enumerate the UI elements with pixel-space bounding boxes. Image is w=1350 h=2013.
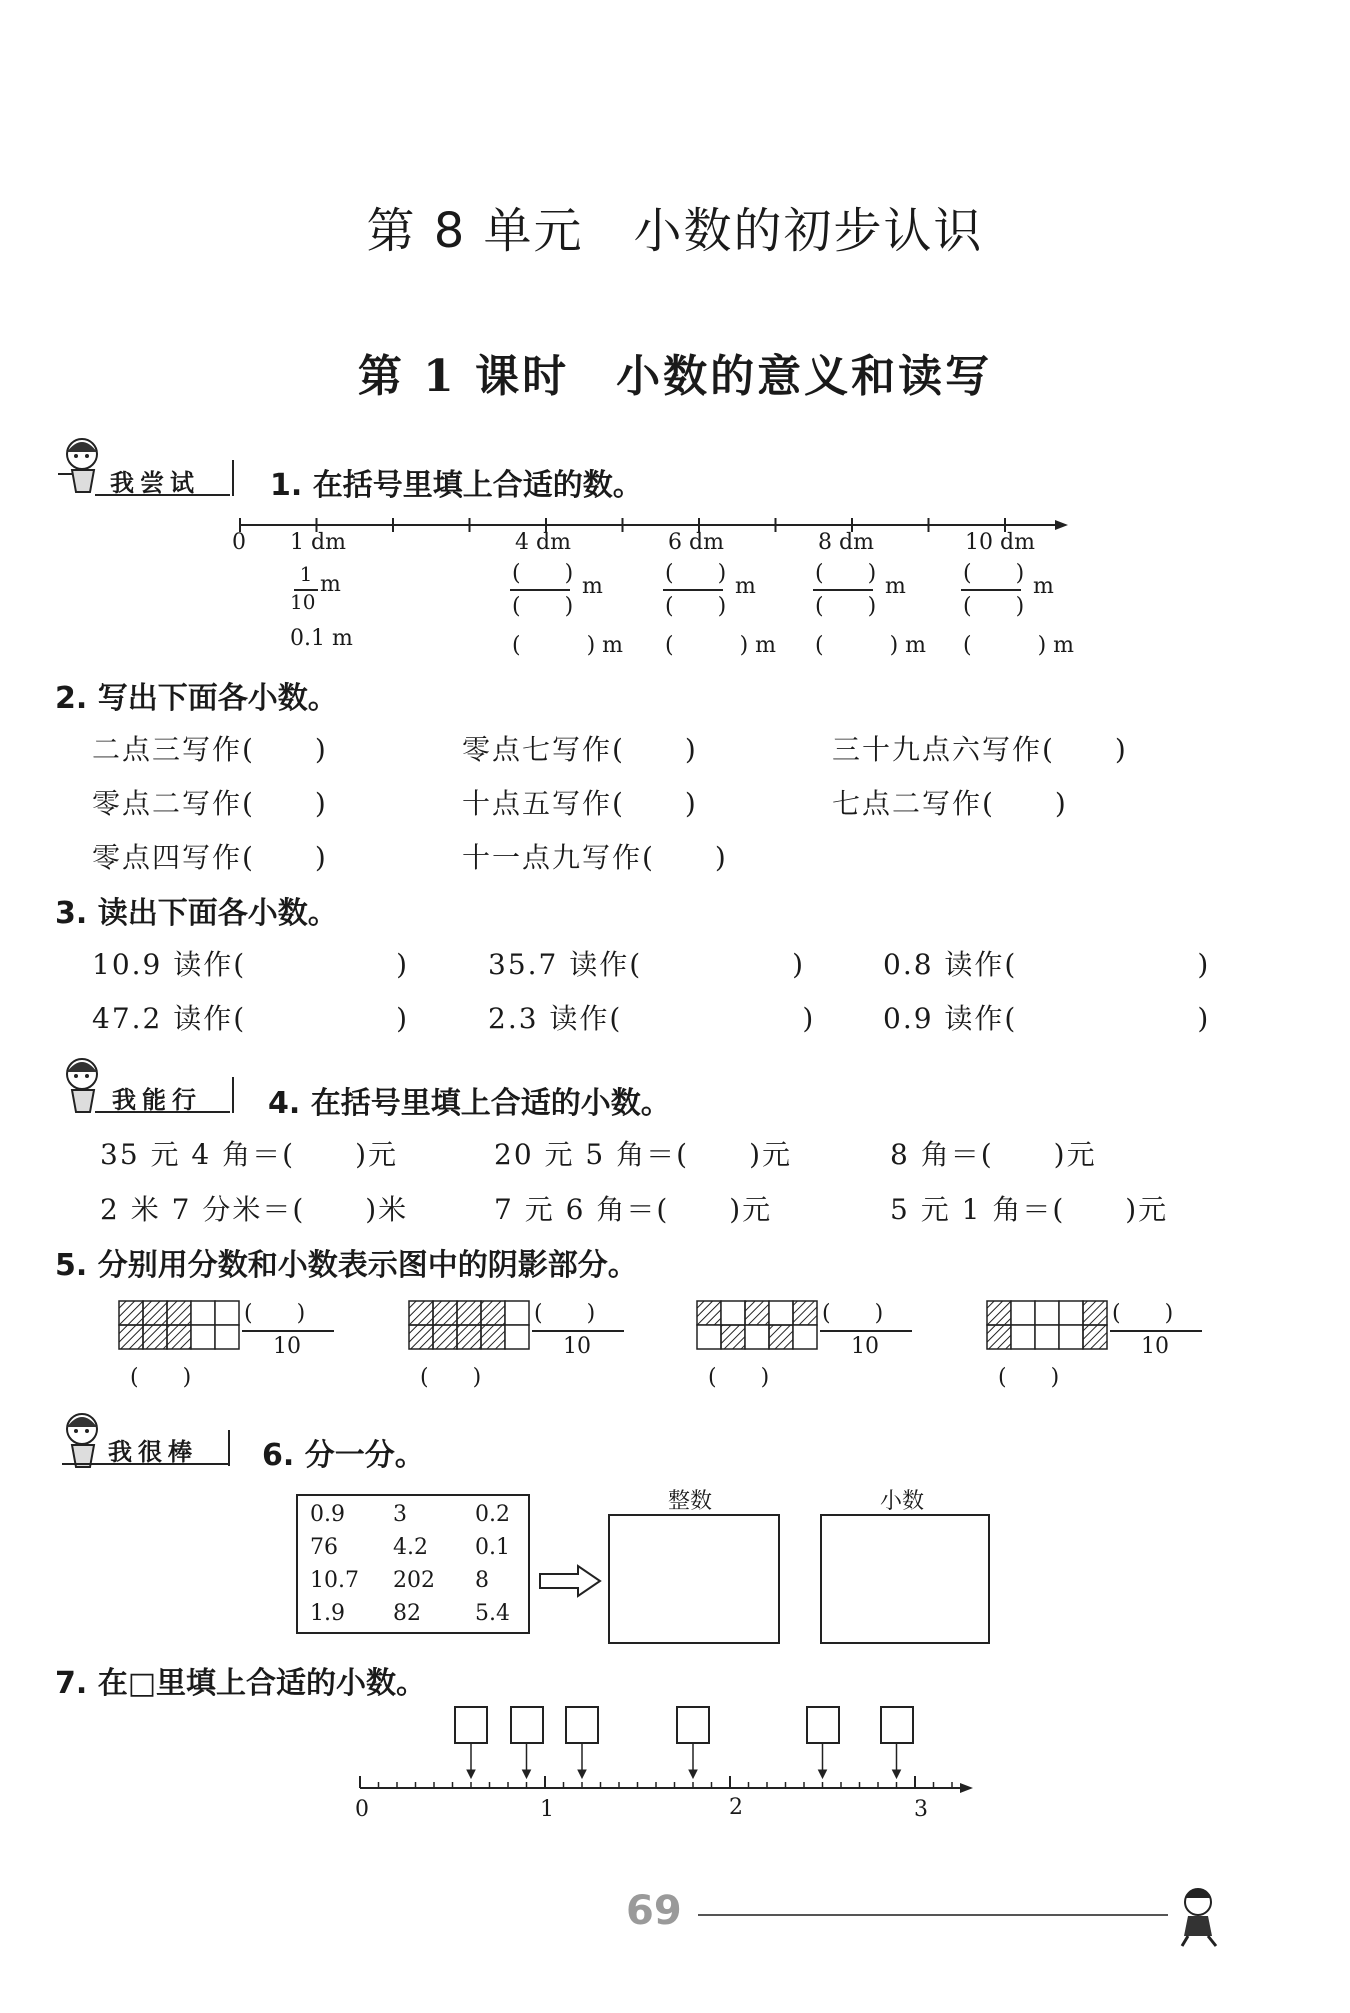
pool-number: 8	[475, 1568, 489, 1593]
grid-cell-shaded	[697, 1301, 721, 1325]
fraction-bar	[820, 1330, 912, 1332]
fraction-numerator-paren: ( )	[244, 1301, 306, 1326]
grid-cell	[505, 1325, 529, 1349]
integer-label: 整数	[668, 1489, 713, 1514]
q1-title: 1. 在括号里填上合适的数。	[270, 468, 643, 503]
grid-cell-shaded	[119, 1301, 143, 1325]
q5-title: 5. 分别用分数和小数表示图中的阴影部分。	[55, 1248, 638, 1283]
page-number: 69	[626, 1888, 682, 1934]
q2-title: 2. 写出下面各小数。	[55, 681, 338, 716]
fraction-denominator: 10	[1141, 1334, 1169, 1359]
pool-number: 0.1	[475, 1535, 510, 1560]
pool-number: 5.4	[475, 1601, 510, 1626]
pool-number: 82	[393, 1601, 421, 1626]
answer-numerator-paren: ( )	[815, 561, 877, 586]
pointer-arrowhead	[467, 1770, 475, 1778]
grid-cell	[1059, 1301, 1083, 1325]
grid-cell-shaded	[457, 1325, 481, 1349]
answer-denominator-paren: ( )	[815, 594, 877, 619]
unit-title: 第 8 单元 小数的初步认识	[366, 203, 984, 259]
q6-title: 6. 分一分。	[262, 1438, 425, 1473]
q1-tick-8dm: 8 dm	[818, 530, 874, 555]
lesson-title: 第 1 课时 小数的意义和读写	[357, 351, 993, 402]
pointer-arrowhead	[578, 1770, 586, 1778]
footer-rule	[698, 1914, 1168, 1916]
grid-cell-shaded	[119, 1325, 143, 1349]
q1-fraction-unit: m	[320, 572, 341, 597]
q2-item: 三十九点六写作( )	[832, 733, 1128, 766]
pool-number: 1.9	[310, 1601, 345, 1626]
grid-cell	[505, 1301, 529, 1325]
badge-underline	[62, 1463, 230, 1465]
pointer-arrowhead	[819, 1770, 827, 1778]
q2-item: 零点四写作( )	[92, 841, 328, 874]
shaded-grid	[408, 1300, 533, 1350]
grid-cell	[1011, 1301, 1035, 1325]
grid-cell-shaded	[987, 1301, 1011, 1325]
q4-item: 20 元 5 角＝( )元	[494, 1138, 792, 1171]
grid-cell-shaded	[769, 1325, 793, 1349]
grid-cell-shaded	[745, 1301, 769, 1325]
pool-number: 3	[393, 1502, 407, 1527]
answer-fraction-unit: m	[885, 574, 906, 599]
q2-item: 十点五写作( )	[462, 787, 698, 820]
q1-fraction-denominator: 10	[290, 590, 316, 614]
answer-fraction-unit: m	[735, 574, 756, 599]
grid-cell-shaded	[409, 1325, 433, 1349]
answer-box[interactable]	[565, 1706, 599, 1744]
badge-can: 我能行	[112, 1086, 202, 1114]
q1-tick-6dm: 6 dm	[668, 530, 724, 555]
pool-number: 0.9	[310, 1502, 345, 1527]
grid-cell	[191, 1301, 215, 1325]
pool-number: 4.2	[393, 1535, 428, 1560]
integer-box[interactable]	[608, 1514, 780, 1644]
grid-cell	[697, 1325, 721, 1349]
grid-cell-shaded	[167, 1325, 191, 1349]
fraction-denominator: 10	[563, 1334, 591, 1359]
q4-title: 4. 在括号里填上合适的小数。	[268, 1086, 671, 1121]
grid-cell	[721, 1301, 745, 1325]
answer-decimal-paren: ( ) m	[512, 633, 624, 658]
pointer-arrowhead	[893, 1770, 901, 1778]
decimal-paren: ( )	[130, 1365, 192, 1390]
q2-item: 零点二写作( )	[92, 787, 328, 820]
fraction-bar	[242, 1330, 334, 1332]
grid-cell	[215, 1301, 239, 1325]
decimal-paren: ( )	[708, 1365, 770, 1390]
q3-item: 0.8 读作( )	[883, 948, 1211, 981]
grid-cell	[1011, 1325, 1035, 1349]
answer-numerator-paren: ( )	[512, 561, 574, 586]
fraction-bar	[1110, 1330, 1202, 1332]
grid-cell-shaded	[409, 1301, 433, 1325]
pool-number: 0.2	[475, 1502, 510, 1527]
q1-decimal-first: 0.1 m	[290, 626, 353, 651]
shaded-grid	[696, 1300, 821, 1350]
q7-label-0: 0	[355, 1797, 369, 1822]
grid-cell-shaded	[1083, 1301, 1107, 1325]
q7-label-3: 3	[914, 1797, 928, 1822]
q4-item: 7 元 6 角＝( )元	[494, 1193, 773, 1226]
decimal-label: 小数	[880, 1489, 925, 1514]
badge-underline	[95, 1111, 230, 1113]
pool-number: 10.7	[310, 1568, 359, 1593]
decimal-paren: ( )	[998, 1365, 1060, 1390]
q3-title: 3. 读出下面各小数。	[55, 896, 338, 931]
answer-box[interactable]	[806, 1706, 840, 1744]
q1-number-line	[230, 510, 1070, 650]
q1-tick-4dm: 4 dm	[515, 530, 571, 555]
grid-cell-shaded	[481, 1301, 505, 1325]
grid-cell	[745, 1325, 769, 1349]
pool-number: 76	[310, 1535, 338, 1560]
fraction-numerator-paren: ( )	[534, 1301, 596, 1326]
q4-item: 8 角＝( )元	[890, 1138, 1097, 1171]
pool-number: 202	[393, 1568, 435, 1593]
badge-divider	[232, 460, 234, 496]
q4-item: 2 米 7 分米＝( )米	[100, 1193, 409, 1226]
q4-item: 5 元 1 角＝( )元	[890, 1193, 1169, 1226]
answer-fraction-unit: m	[1033, 574, 1054, 599]
grid-cell-shaded	[433, 1325, 457, 1349]
fraction-denominator: 10	[273, 1334, 301, 1359]
answer-box[interactable]	[676, 1706, 710, 1744]
decimal-paren: ( )	[420, 1365, 482, 1390]
answer-denominator-paren: ( )	[665, 594, 727, 619]
badge-great: 我很棒	[108, 1438, 198, 1466]
answer-decimal-paren: ( ) m	[963, 633, 1075, 658]
answer-decimal-paren: ( ) m	[815, 633, 927, 658]
badge-divider	[228, 1430, 230, 1466]
badge-try: 我尝试	[110, 469, 200, 497]
grid-cell-shaded	[433, 1301, 457, 1325]
grid-cell	[1059, 1325, 1083, 1349]
answer-denominator-paren: ( )	[963, 594, 1025, 619]
q1-fraction-numerator: 1	[299, 562, 313, 586]
q4-item: 35 元 4 角＝( )元	[100, 1138, 398, 1171]
fraction-bar	[532, 1330, 624, 1332]
grid-cell	[215, 1325, 239, 1349]
fraction-denominator: 10	[851, 1334, 879, 1359]
answer-denominator-paren: ( )	[512, 594, 574, 619]
q3-item: 2.3 读作( )	[488, 1002, 816, 1035]
q3-item: 47.2 读作( )	[92, 1002, 410, 1035]
right-arrow-icon	[538, 1563, 604, 1599]
q1-tick-1dm: 1 dm	[290, 530, 346, 555]
grid-cell-shaded	[143, 1325, 167, 1349]
answer-box[interactable]	[454, 1706, 488, 1744]
fraction-numerator-paren: ( )	[822, 1301, 884, 1326]
answer-box[interactable]	[880, 1706, 914, 1744]
q1-tick-10dm: 10 dm	[965, 530, 1035, 555]
grid-cell-shaded	[167, 1301, 191, 1325]
grid-cell	[1035, 1301, 1059, 1325]
grid-cell-shaded	[1083, 1325, 1107, 1349]
q2-item: 七点二写作( )	[832, 787, 1068, 820]
mascot-boy-icon	[1168, 1880, 1238, 1954]
grid-cell-shaded	[987, 1325, 1011, 1349]
q3-item: 10.9 读作( )	[92, 948, 410, 981]
shaded-grid	[986, 1300, 1111, 1350]
pointer-arrowhead	[523, 1770, 531, 1778]
q7-label-2: 2	[729, 1795, 743, 1820]
q2-item: 二点三写作( )	[92, 733, 328, 766]
grid-cell-shaded	[143, 1301, 167, 1325]
grid-cell	[769, 1301, 793, 1325]
grid-cell	[1035, 1325, 1059, 1349]
grid-cell-shaded	[457, 1301, 481, 1325]
grid-cell	[191, 1325, 215, 1349]
shaded-grid	[118, 1300, 243, 1350]
q7-title: 7. 在□里填上合适的小数。	[55, 1666, 427, 1701]
q3-item: 35.7 读作( )	[488, 948, 806, 981]
q3-item: 0.9 读作( )	[883, 1002, 1211, 1035]
answer-decimal-paren: ( ) m	[665, 633, 777, 658]
grid-cell-shaded	[793, 1301, 817, 1325]
answer-numerator-paren: ( )	[665, 561, 727, 586]
q1-zero-label: 0	[232, 530, 246, 555]
fraction-numerator-paren: ( )	[1112, 1301, 1174, 1326]
answer-box[interactable]	[510, 1706, 544, 1744]
q7-label-1: 1	[540, 1797, 554, 1822]
grid-cell-shaded	[721, 1325, 745, 1349]
answer-fraction-unit: m	[582, 574, 603, 599]
pointer-arrowhead	[689, 1770, 697, 1778]
grid-cell	[793, 1325, 817, 1349]
q2-item: 零点七写作( )	[462, 733, 698, 766]
badge-divider	[232, 1077, 234, 1113]
q2-item: 十一点九写作( )	[462, 841, 728, 874]
badge-underline	[95, 494, 230, 496]
answer-numerator-paren: ( )	[963, 561, 1025, 586]
grid-cell-shaded	[481, 1325, 505, 1349]
decimal-box[interactable]	[820, 1514, 990, 1644]
